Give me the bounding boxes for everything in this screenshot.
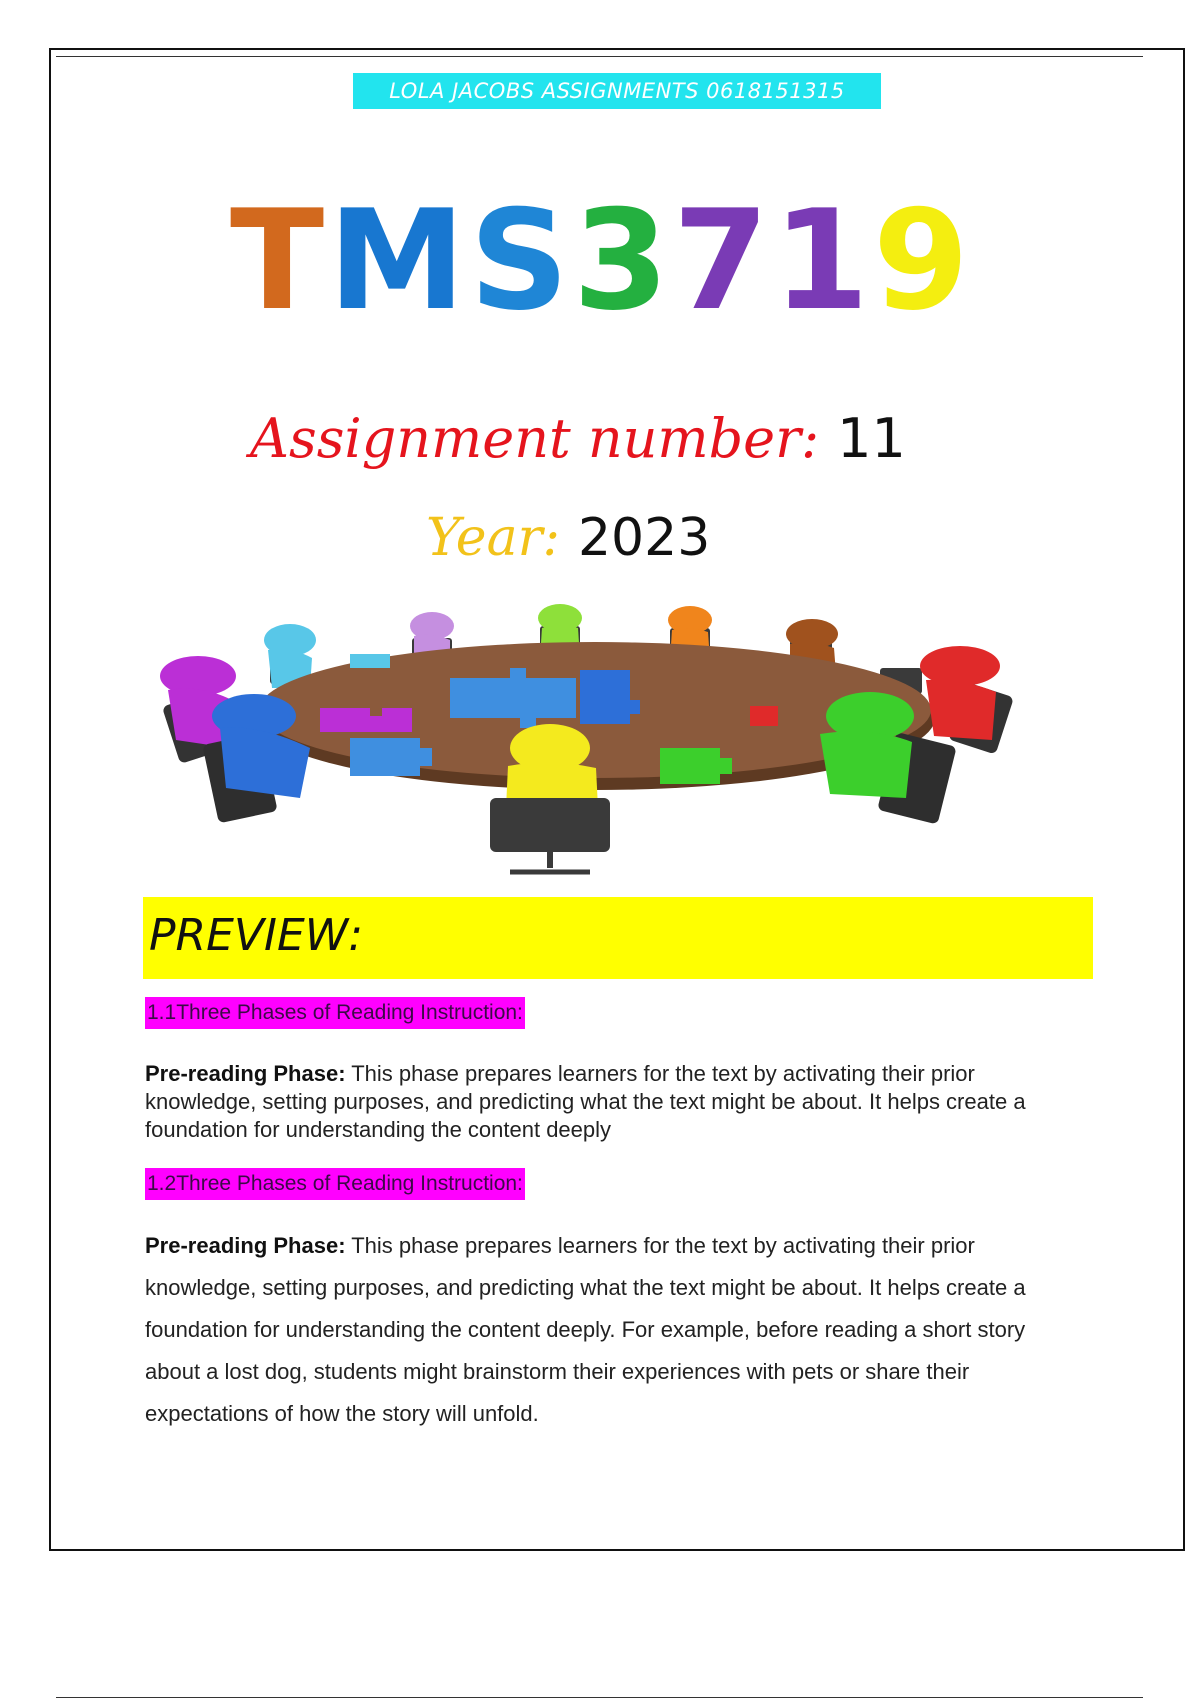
year-value: 2023 bbox=[577, 508, 711, 568]
puzzle-meeting-table-illustration bbox=[150, 598, 1050, 878]
course-code-char: 3 bbox=[572, 180, 673, 341]
paragraph-text: This phase prepares learners for the text by activating their prior knowledge, setting purposes, and predicting what the text might be about. It helps create a foundation for understanding the content deeply. For example, before reading a short story about a lost dog, students might brainstorm their experiences with pets or share their expectations of how the story will unfold. bbox=[145, 1233, 1026, 1426]
assignment-number-label: Assignment number: bbox=[250, 407, 820, 470]
course-code-char: 7 bbox=[672, 180, 773, 341]
assignment-number-value: 11 bbox=[837, 407, 906, 470]
course-code-char: S bbox=[469, 180, 573, 341]
bottom-divider bbox=[56, 1697, 1143, 1698]
section-paragraph-1-1 bbox=[145, 1060, 1085, 1144]
course-code-char: T bbox=[230, 180, 329, 341]
preview-banner bbox=[143, 897, 1093, 979]
year-label: Year: bbox=[426, 508, 560, 568]
year-line bbox=[426, 503, 710, 573]
assignment-number-line bbox=[250, 404, 906, 474]
course-code-char: 9 bbox=[872, 180, 973, 341]
section-heading-1-2: 1.2Three Phases of Reading Instruction: bbox=[145, 1168, 525, 1200]
paragraph-text: This phase prepares learners for the text by activating their prior knowledge, setting purposes, and predicting what the text might be about. It helps create a foundation for understanding the content deeply bbox=[145, 1061, 1026, 1142]
section-paragraph-1-2 bbox=[145, 1225, 1085, 1435]
course-code-title bbox=[230, 180, 1000, 341]
course-code-char: M bbox=[328, 180, 470, 341]
paragraph-term: Pre-reading Phase: bbox=[145, 1061, 346, 1086]
section-heading-1-1: 1.1Three Phases of Reading Instruction: bbox=[145, 997, 525, 1029]
course-code-char: 1 bbox=[772, 180, 873, 341]
top-divider bbox=[56, 56, 1143, 57]
header-banner: LOLA JACOBS ASSIGNMENTS 0618151315 bbox=[353, 73, 881, 109]
paragraph-term: Pre-reading Phase: bbox=[145, 1233, 346, 1258]
preview-title: PREVIEW: bbox=[149, 910, 364, 961]
